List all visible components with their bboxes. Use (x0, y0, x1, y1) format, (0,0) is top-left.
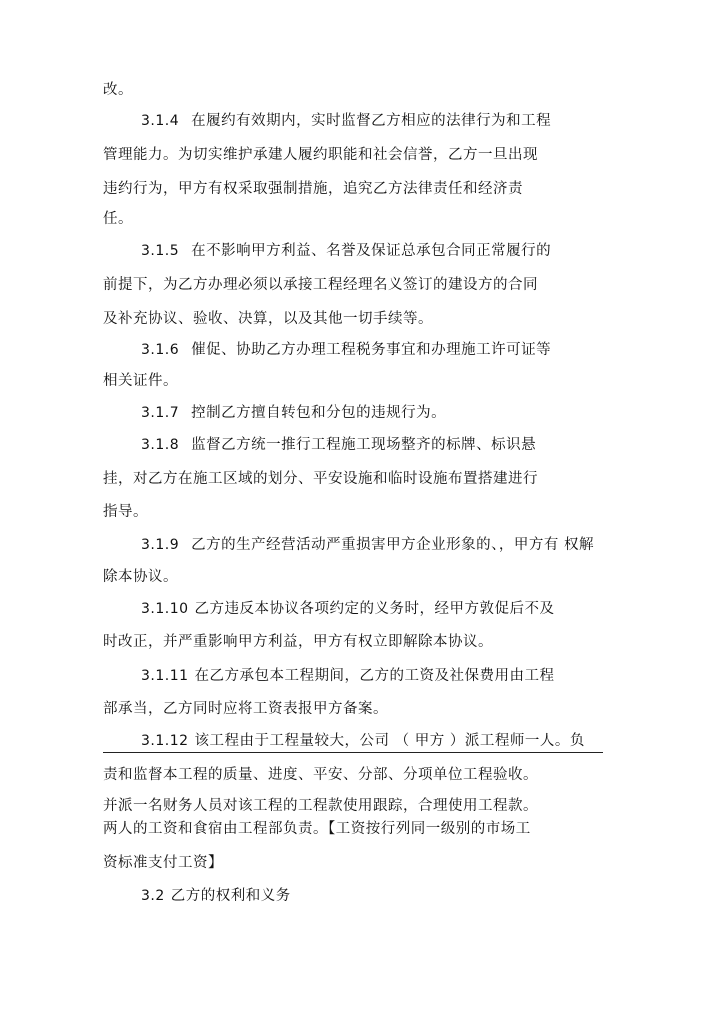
clause-3-1-4 (141, 112, 551, 130)
text-line: 任。 (103, 211, 133, 227)
clause-number: 3.2 (141, 888, 165, 904)
text-line: 改。 (103, 82, 133, 98)
text-line: 前提下，为乙方办理必须以承接工程经理名义签订的建设方的合同 (103, 277, 538, 293)
clause-number: 3.1.10 (141, 601, 189, 617)
text-line: 资标准支付工资】 (103, 855, 223, 871)
clause-3-1-12 (141, 732, 585, 750)
clause-number: 3.1.7 (141, 405, 180, 421)
clause-text: 乙方违反本协议各项约定的义务时，经甲方敦促后不及 (194, 601, 555, 617)
clause-3-1-7 (141, 404, 446, 422)
clause-text: 监督乙方统一推行工程施工现场整齐的标牌、标识悬 (191, 437, 537, 453)
clause-text: 该工程由于工程量较大，公司 （ 甲方 ）派工程师一人。负 (194, 733, 585, 749)
text-line: 管理能力。为切实维护承建人履约职能和社会信誉，乙方一旦出现 (103, 147, 538, 163)
clause-text: 控制乙方擅自转包和分包的违规行为。 (191, 405, 447, 421)
text-line: 除本协议。 (103, 569, 178, 585)
section-3-2-heading (141, 887, 291, 905)
clause-number: 3.1.5 (141, 243, 180, 259)
clause-3-1-5 (141, 242, 551, 260)
text-line: 两人的工资和食宿由工程部负责。【工资按行列同一级别的市场工 (103, 821, 531, 837)
clause-number: 3.1.9 (141, 537, 180, 553)
clause-number: 3.1.11 (141, 668, 189, 684)
text-line: 挂，对乙方在施工区域的划分、平安设施和临时设施布置搭建进行 (103, 471, 538, 487)
clause-3-1-9 (141, 536, 594, 554)
horizontal-rule (103, 752, 603, 753)
text-line: 部承当，乙方同时应将工资表报甲方备案。 (103, 701, 388, 717)
text-line: 及补充协议、验收、决算，以及其他一切手续等。 (103, 311, 433, 327)
clause-number: 3.1.4 (141, 113, 180, 129)
clause-3-1-6 (141, 341, 551, 359)
text-line: 并派一名财务人员对该工程的工程款使用跟踪，合理使用工程款。 (103, 798, 538, 814)
clause-number: 3.1.8 (141, 437, 180, 453)
clause-text: 在不影响甲方利益、名誉及保证总承包合同正常履行的 (191, 243, 552, 259)
section-title: 乙方的权利和义务 (170, 888, 291, 904)
text-line: 责和监督本工程的质量、进度、平安、分部、分项单位工程验收。 (103, 767, 538, 783)
clause-number: 3.1.6 (141, 342, 180, 358)
text-line: 相关证件。 (103, 373, 178, 389)
clause-number: 3.1.12 (141, 733, 189, 749)
text-line: 时改正，并严重影响甲方利益，甲方有权立即解除本协议。 (103, 634, 493, 650)
text-line: 违约行为，甲方有权采取强制措施，追究乙方法律责任和经济责 (103, 181, 523, 197)
clause-text: 在乙方承包本工程期间，乙方的工资及社保费用由工程 (194, 668, 555, 684)
clause-3-1-10 (141, 600, 555, 618)
clause-text: 催促、协助乙方办理工程税务事宜和办理施工许可证等 (191, 342, 552, 358)
clause-text: 在履约有效期内，实时监督乙方相应的法律行为和工程 (191, 113, 552, 129)
clause-3-1-11 (141, 667, 555, 685)
clause-3-1-8 (141, 436, 536, 454)
clause-text: 乙方的生产经营活动严重损害甲方企业形象的、，甲方有 权解 (191, 537, 594, 553)
text-line: 指导。 (103, 504, 148, 520)
